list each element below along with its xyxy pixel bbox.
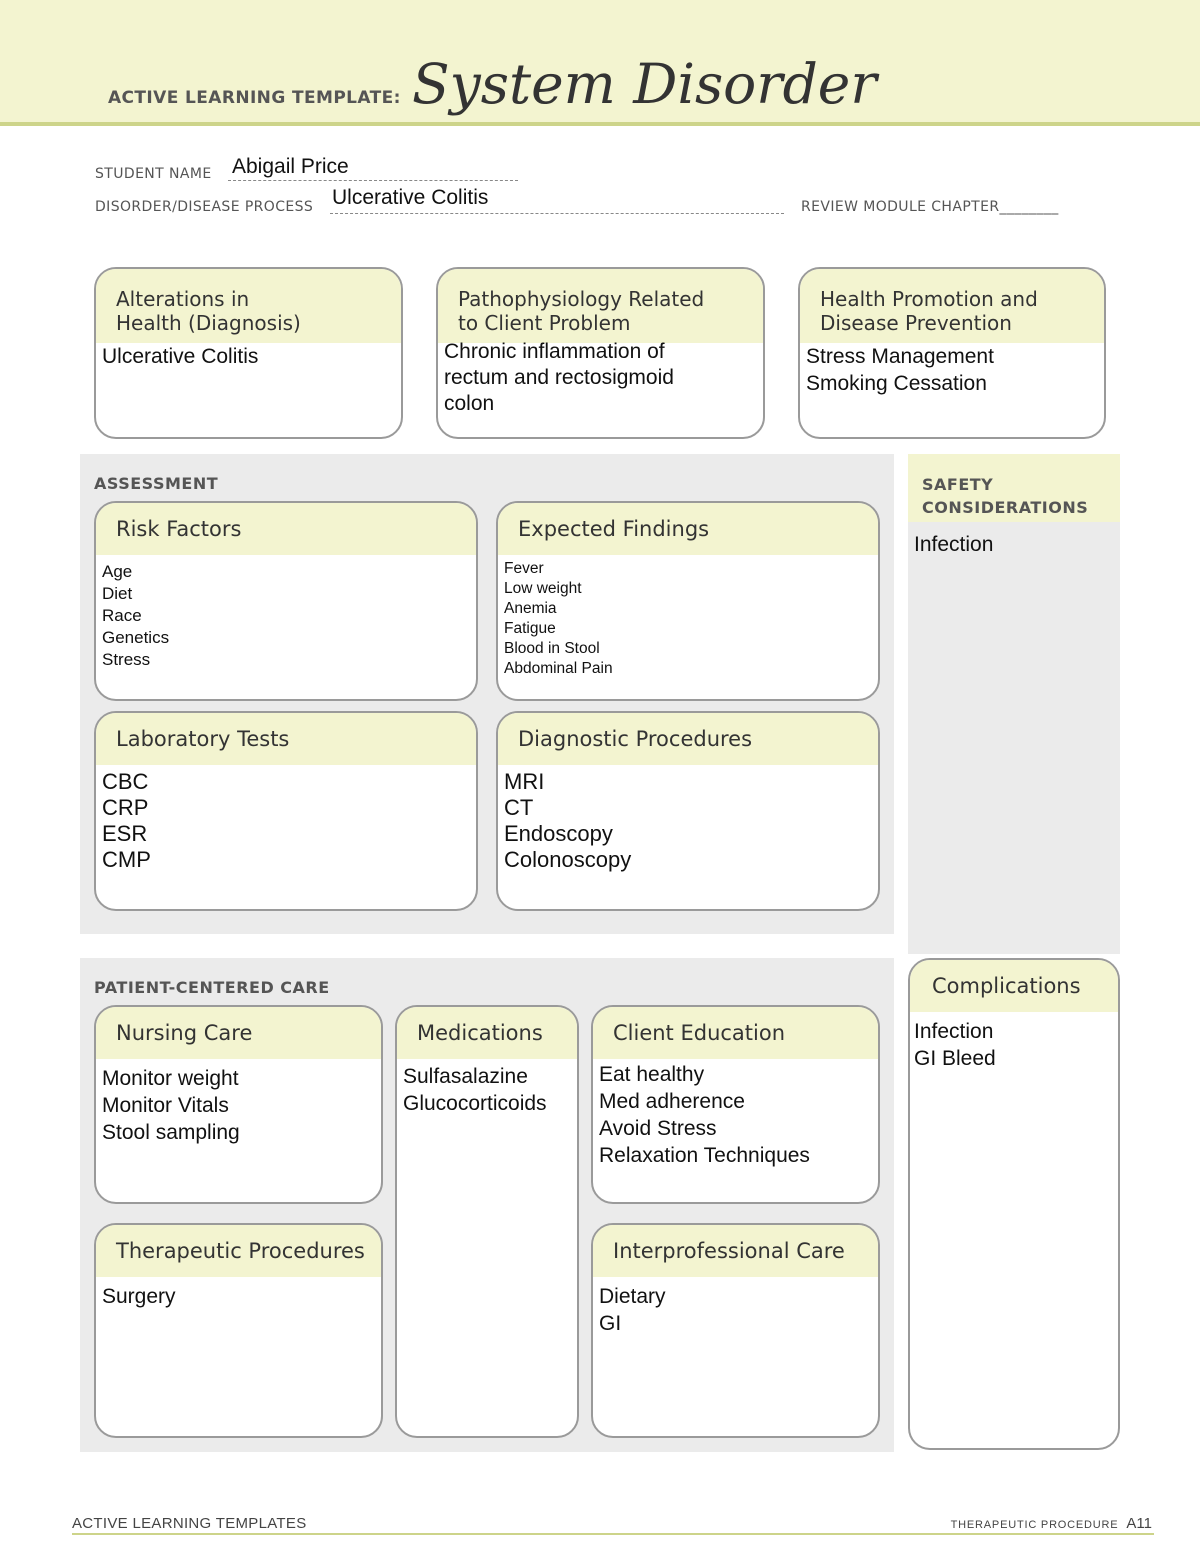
list-item: GI [599, 1312, 622, 1335]
review-module-label: REVIEW MODULE CHAPTER________ [801, 199, 1059, 215]
list-item: Stress [102, 650, 151, 669]
health-promotion-title-line: Health Promotion and [820, 287, 1038, 311]
complications-box [908, 958, 1120, 1450]
footer-page-number: A11 [1126, 1515, 1152, 1532]
client-education-content[interactable] [593, 1059, 878, 1169]
list-item: Age [102, 562, 133, 581]
list-item: CBC [102, 769, 149, 794]
safety-title [922, 473, 1088, 519]
risk-factors-box [94, 501, 478, 701]
list-item: Monitor weight [102, 1067, 239, 1090]
content-line: rectum and rectosigmoid [444, 366, 674, 389]
list-item: Low weight [504, 580, 582, 597]
review-module-blank[interactable]: ________ [999, 199, 1059, 215]
footer-right [951, 1515, 1152, 1532]
template-title: System Disorder [412, 52, 877, 116]
list-item: Avoid Stress [599, 1117, 717, 1140]
interprofessional-care-box [591, 1223, 880, 1438]
pathophysiology-box [436, 267, 765, 439]
interprofessional-care-content[interactable] [593, 1277, 878, 1337]
list-item: Surgery [102, 1285, 176, 1308]
nursing-care-title: Nursing Care [96, 1007, 381, 1059]
health-promotion-box [798, 267, 1106, 439]
footer-rule [72, 1533, 1154, 1535]
list-item: Colonoscopy [504, 847, 632, 872]
list-item: Abdominal Pain [504, 660, 613, 677]
list-item: Diet [102, 584, 133, 603]
health-promotion-title [800, 269, 1104, 343]
diagnostic-procedures-box [496, 711, 880, 911]
medications-title: Medications [397, 1007, 577, 1059]
disorder-label: DISORDER/DISEASE PROCESS [95, 199, 314, 215]
safety-title-line: CONSIDERATIONS [922, 498, 1089, 517]
list-item: Glucocorticoids [403, 1092, 547, 1115]
expected-findings-content[interactable] [498, 555, 878, 679]
list-item: Fever [504, 560, 544, 577]
content-line: Smoking Cessation [806, 372, 987, 395]
content-line: colon [444, 392, 495, 415]
risk-factors-content[interactable] [96, 555, 476, 671]
diagnostic-procedures-content[interactable] [498, 765, 878, 873]
list-item: CT [504, 795, 534, 820]
student-name-label: STUDENT NAME [95, 166, 212, 182]
expected-findings-title: Expected Findings [498, 503, 878, 555]
nursing-care-box [94, 1005, 383, 1204]
therapeutic-procedures-content[interactable] [96, 1277, 381, 1310]
alterations-title [96, 269, 401, 343]
list-item: Relaxation Techniques [599, 1144, 810, 1167]
list-item: Blood in Stool [504, 640, 600, 657]
pathophysiology-title-line: to Client Problem [458, 311, 631, 335]
alterations-box [94, 267, 403, 439]
list-item: CRP [102, 795, 149, 820]
content-line: Ulcerative Colitis [102, 345, 259, 368]
diagnostic-procedures-title: Diagnostic Procedures [498, 713, 878, 765]
therapeutic-procedures-title: Therapeutic Procedures [96, 1225, 381, 1277]
patient-centered-care-title: PATIENT-CENTERED CARE [94, 978, 330, 997]
list-item: Eat healthy [599, 1063, 705, 1086]
pathophysiology-title [438, 269, 763, 343]
list-item: Race [102, 606, 142, 625]
list-item: Infection [914, 1020, 994, 1043]
therapeutic-procedures-box [94, 1223, 383, 1438]
list-item: Endoscopy [504, 821, 613, 846]
interprofessional-care-title: Interprofessional Care [593, 1225, 878, 1277]
health-promotion-title-line: Disease Prevention [820, 311, 1012, 335]
list-item: Monitor Vitals [102, 1094, 229, 1117]
complications-content[interactable] [910, 1012, 1118, 1072]
list-item: Sulfasalazine [403, 1065, 528, 1088]
assessment-title: ASSESSMENT [94, 474, 219, 493]
alterations-title-line: Health (Diagnosis) [116, 311, 301, 335]
list-item: ESR [102, 821, 148, 846]
safety-panel [908, 454, 1120, 954]
pathophysiology-content[interactable] [438, 339, 763, 417]
content-line: Stress Management [806, 345, 994, 368]
pathophysiology-title-line: Pathophysiology Related [458, 287, 705, 311]
client-education-box [591, 1005, 880, 1204]
student-name-value[interactable]: Abigail Price [232, 155, 349, 178]
safety-content[interactable] [914, 531, 993, 558]
footer-section: THERAPEUTIC PROCEDURE [950, 1519, 1119, 1531]
disorder-value[interactable]: Ulcerative Colitis [332, 186, 489, 209]
list-item: GI Bleed [914, 1047, 996, 1070]
laboratory-tests-content[interactable] [96, 765, 476, 873]
content-line: Chronic inflammation of [444, 340, 665, 363]
list-item: Anemia [504, 600, 557, 617]
list-item: Dietary [599, 1285, 666, 1308]
student-name-line [228, 180, 518, 181]
list-item: Fatigue [504, 620, 556, 637]
risk-factors-title: Risk Factors [96, 503, 476, 555]
list-item: Stool sampling [102, 1121, 240, 1144]
alterations-content[interactable] [96, 343, 401, 370]
safety-title-line: SAFETY [922, 475, 994, 494]
template-label: ACTIVE LEARNING TEMPLATE: [108, 88, 401, 108]
header-rule [0, 122, 1200, 126]
list-item: CMP [102, 847, 151, 872]
list-item: Infection [914, 533, 994, 556]
health-promotion-content[interactable] [800, 343, 1104, 397]
laboratory-tests-box [94, 711, 478, 911]
list-item: Genetics [102, 628, 170, 647]
alterations-title-line: Alterations in [116, 287, 250, 311]
expected-findings-box [496, 501, 880, 701]
medications-box [395, 1005, 579, 1438]
nursing-care-content[interactable] [96, 1059, 381, 1146]
complications-title: Complications [910, 960, 1118, 1012]
footer-left: ACTIVE LEARNING TEMPLATES [72, 1515, 307, 1532]
list-item: Med adherence [599, 1090, 745, 1113]
laboratory-tests-title: Laboratory Tests [96, 713, 476, 765]
list-item: MRI [504, 769, 545, 794]
client-education-title: Client Education [593, 1007, 878, 1059]
medications-content[interactable] [397, 1059, 577, 1117]
disorder-line [330, 213, 784, 214]
